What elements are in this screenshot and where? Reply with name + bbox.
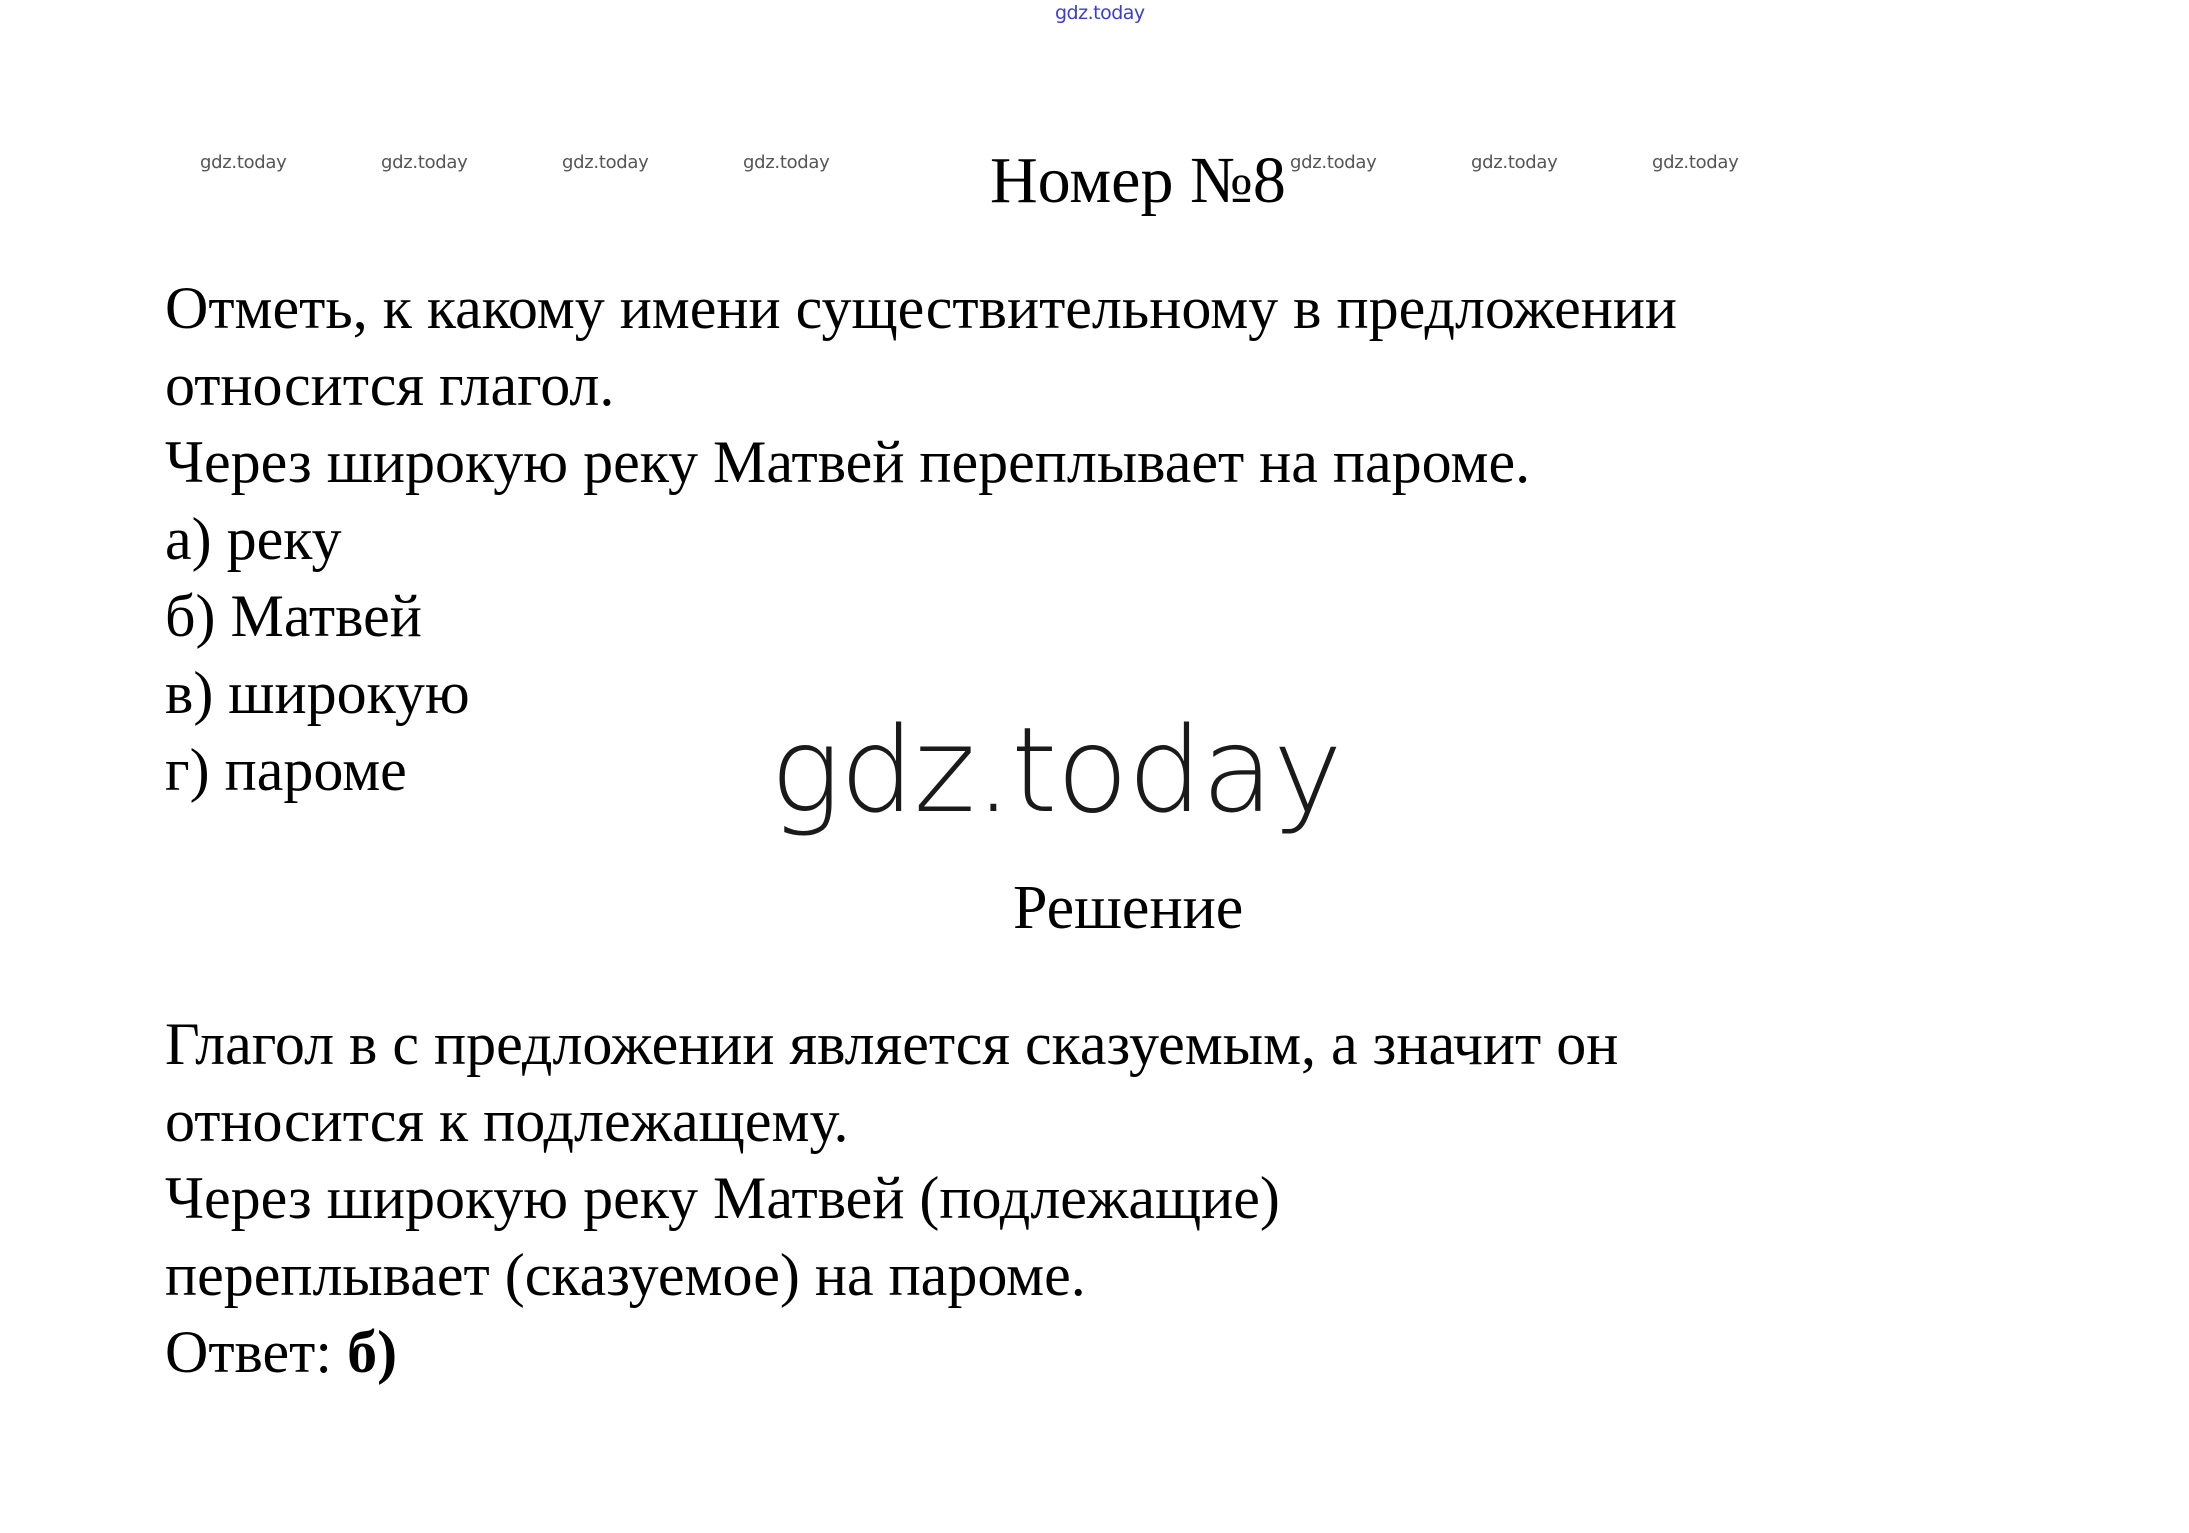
page-title: Номер №8: [990, 144, 1286, 217]
watermark-small: gdz.today: [381, 152, 468, 173]
task-line: относится глагол.: [165, 352, 615, 418]
answer-label: Ответ:: [165, 1319, 348, 1385]
watermark-small: gdz.today: [1652, 152, 1739, 173]
option-a: а) реку: [165, 506, 342, 572]
watermark-small: gdz.today: [1290, 152, 1377, 173]
watermark-small: gdz.today: [743, 152, 830, 173]
watermark-top: gdz.today: [1055, 2, 1145, 24]
option-g: г) пароме: [165, 737, 407, 803]
solution-heading: Решение: [1013, 874, 1244, 942]
option-v: в) широкую: [165, 660, 470, 726]
solution-line: переплывает (сказуемое) на пароме.: [165, 1242, 1086, 1308]
solution-line: относится к подлежащему.: [165, 1088, 849, 1154]
task-sentence: Через широкую реку Матвей переплывает на пароме.: [165, 429, 1531, 495]
option-b: б) Матвей: [165, 583, 422, 649]
answer-value: б): [347, 1319, 398, 1385]
watermark-center: gdz.today: [770, 701, 1342, 839]
solution-line: Через широкую реку Матвей (подлежащие): [165, 1165, 1280, 1231]
watermark-small: gdz.today: [200, 152, 287, 173]
answer-line: [165, 1314, 397, 1390]
watermark-small: gdz.today: [562, 152, 649, 173]
watermark-small: gdz.today: [1471, 152, 1558, 173]
solution-line: Глагол в с предложении является сказуемым, а значит он: [165, 1011, 1619, 1077]
task-line: Отметь, к какому имени существительному в предложении: [165, 275, 1678, 341]
